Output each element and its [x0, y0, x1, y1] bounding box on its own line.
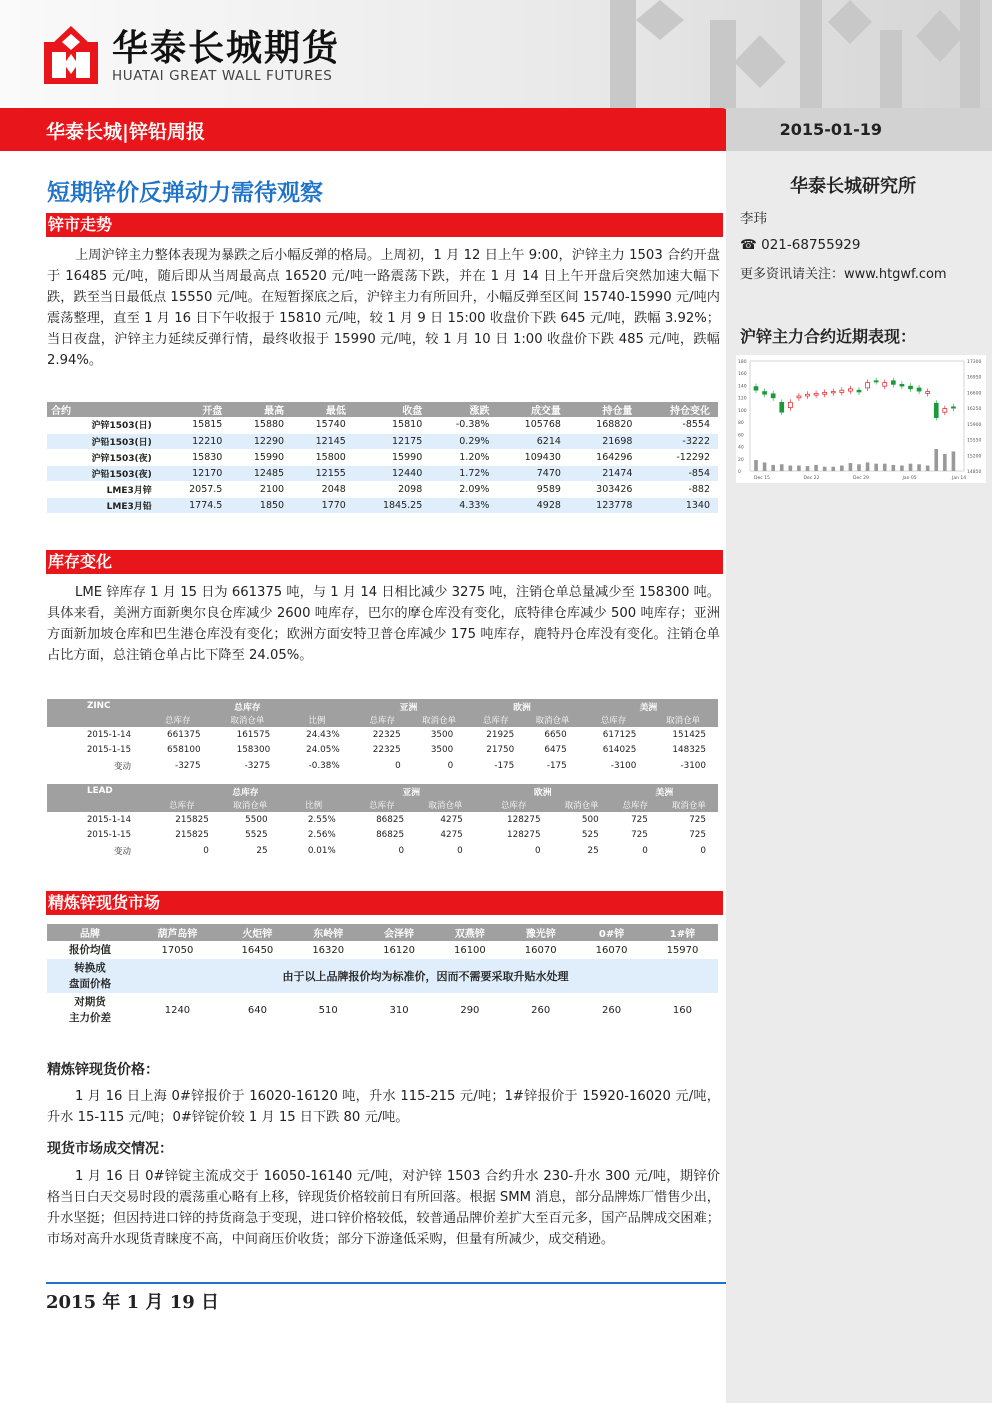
volume-bar	[909, 464, 913, 471]
candle-body	[754, 387, 758, 391]
footer-date: 2015 年 1 月 19 日	[46, 1292, 220, 1313]
group-header: 美洲	[579, 699, 718, 713]
table-cell: 2048	[292, 481, 354, 497]
x-tick: Dec 22	[803, 476, 820, 481]
candle-body	[771, 394, 775, 398]
table-cell: 725	[631, 830, 648, 841]
y-tick-left: 20	[738, 457, 744, 463]
sub-header: 比例	[280, 798, 348, 812]
table-cell: 158300	[236, 745, 271, 756]
sub-header: 总库存	[465, 713, 526, 727]
brand-header: 葫芦岛锌	[133, 924, 222, 941]
premium-cell: 640	[247, 1004, 267, 1016]
table-cell: 0	[457, 845, 463, 856]
table-cell: 725	[689, 830, 706, 841]
volume-bar	[952, 451, 956, 471]
col-header: 成交量	[497, 402, 568, 417]
brand-header: 1#锌	[647, 924, 718, 941]
table-cell: 3500	[430, 729, 454, 740]
candle-body	[797, 396, 801, 398]
premium-cell: 290	[460, 1004, 480, 1016]
table-cell: 148325	[672, 745, 706, 756]
table-cell: 12145	[292, 433, 354, 449]
table-cell: 12440	[354, 465, 430, 481]
volume-bar	[857, 464, 861, 471]
table-cell: 109430	[497, 449, 568, 465]
table-cell: 12485	[230, 465, 292, 481]
table-cell: 151425	[672, 729, 706, 740]
table-cell: 12290	[230, 433, 292, 449]
decorative-pattern	[560, 0, 992, 108]
table-cell: 725	[631, 814, 648, 825]
sub-header: 取消仓单	[526, 713, 578, 727]
col-header: 涨跌	[430, 402, 497, 417]
table-cell: 4275	[440, 830, 463, 841]
price-cell: 16070	[524, 944, 557, 956]
premium-cell: 260	[531, 1004, 551, 1016]
table-row	[47, 449, 718, 465]
brand-name: 华泰长城期货	[112, 28, 341, 69]
table-cell: 15740	[292, 417, 354, 433]
huatai-logo-icon	[42, 24, 100, 86]
table-cell: 0	[642, 845, 648, 856]
table-cell: 沪锌1503(日)	[47, 417, 164, 433]
table-cell: 164296	[569, 449, 640, 465]
table-cell: 725	[689, 814, 706, 825]
table-cell: 105768	[497, 417, 568, 433]
x-tick: Jan 05	[902, 476, 917, 481]
institute-name: 华泰长城研究所	[790, 176, 916, 197]
table-cell: -8554	[640, 417, 718, 433]
inventory-paragraph: LME 锌库存 1 月 15 日为 661375 吨，与 1 月 14 日相比减少 3275 吨，注销仓单总量减少至 158300 吨。具体来看，美洲方面新奥尔良仓库减少 2600 吨库存，巴尔的摩仓库没有变化，底特律仓库减少 500 吨库存；亚洲方面新加坡仓库和巴生港仓库没有变化；欧洲方面安特卫普仓库减少 175 吨库存，鹿特丹仓库没有变化。注销仓单占比方面，总注销仓单占比下降至 24.05%。	[47, 585, 720, 663]
y-tick-left: 120	[738, 396, 747, 402]
y-tick-right: 17300	[967, 360, 982, 365]
y-tick-left: 160	[738, 372, 747, 378]
table-cell: -882	[640, 481, 718, 497]
y-tick-right: 15550	[967, 438, 982, 444]
volume-bar	[934, 449, 938, 471]
table-cell: 2057.5	[164, 481, 231, 497]
table-cell: 6475	[544, 745, 567, 756]
footer-divider	[46, 1282, 726, 1284]
table-cell: 12210	[164, 433, 231, 449]
price-cell: 16320	[312, 944, 345, 956]
candle-body	[780, 402, 784, 412]
sub-header: 总库存	[143, 798, 221, 812]
price-cell: 15970	[666, 944, 699, 956]
table-cell: 沪铅1503(日)	[47, 433, 164, 449]
table-cell: -3275	[175, 760, 201, 771]
table-cell: 21750	[486, 745, 515, 756]
candle-body	[806, 394, 810, 396]
table-row	[47, 743, 718, 759]
price-cell: 16120	[383, 944, 415, 956]
table-cell: 6650	[544, 729, 567, 740]
spot-price-paragraph: 1 月 16 日上海 0#锌报价于 16020-16120 吨，升水 115-215 元/吨；1#锌报价于 15920-16020 元/吨，升水 15-115 元/吨；0#锌锭价较 1 月 15 日下跌 80 元/吨。	[47, 1089, 720, 1125]
premium-cell: 160	[672, 1004, 693, 1016]
candle-body	[874, 381, 878, 382]
zinc-inventory-table	[47, 699, 718, 774]
table-cell: 1.72%	[430, 465, 497, 481]
table-cell: 658100	[167, 745, 201, 756]
spot-price-table	[47, 924, 718, 1027]
candle-body	[840, 390, 844, 392]
table-row	[47, 433, 718, 449]
premium-cell: 1240	[164, 1004, 191, 1016]
table-cell: 0	[535, 845, 541, 856]
y-tick-left: 100	[738, 408, 747, 414]
table-cell: 2100	[230, 481, 292, 497]
y-tick-right: 15900	[967, 422, 982, 428]
table-cell: 0	[447, 760, 454, 771]
table-cell: 22325	[372, 729, 401, 740]
table-cell: 4928	[497, 497, 568, 513]
candle-body	[857, 390, 861, 392]
group-header: 欧洲	[475, 784, 611, 798]
table-cell: 15800	[292, 449, 354, 465]
x-tick: Dec 29	[853, 476, 869, 481]
table-cell: 614025	[602, 745, 637, 756]
table-row	[47, 727, 718, 743]
col-header: 合约	[47, 402, 164, 417]
volume-bar	[763, 462, 767, 471]
candle-body	[883, 383, 887, 387]
date-box	[726, 108, 992, 151]
report-title: 短期锌价反弹动力需待观察	[47, 180, 323, 206]
table-cell: 2015-1-14	[87, 814, 131, 825]
table-row	[47, 812, 718, 828]
brand-header: 东岭锌	[293, 924, 364, 941]
brand-header: 0#锌	[576, 924, 647, 941]
candle-body	[831, 392, 835, 393]
volume-bar	[866, 462, 870, 471]
sub-header: 取消仓单	[553, 798, 611, 812]
table-cell: 161575	[236, 729, 271, 740]
y-tick-left: 60	[738, 433, 744, 439]
volume-bar	[943, 454, 947, 471]
volume-bar	[917, 464, 921, 471]
volume-bar	[883, 464, 887, 471]
conversion-label: 转换成 盘面价格	[68, 962, 111, 990]
premium-cell: 310	[389, 1004, 409, 1016]
contracts-table	[47, 402, 718, 514]
table-cell: -0.38%	[430, 417, 497, 433]
table-cell: 25	[587, 845, 599, 856]
report-date: 2015-01-19	[779, 120, 882, 139]
table-cell: 661375	[167, 729, 201, 740]
volume-bar	[771, 465, 775, 471]
table-cell: 变动	[113, 761, 131, 772]
table-cell: 沪铅1503(夜)	[47, 465, 164, 481]
volume-bar	[840, 466, 844, 472]
table-cell: 24.05%	[306, 745, 340, 756]
table-cell: 2015-1-14	[87, 729, 131, 740]
sub-header: 取消仓单	[660, 798, 718, 812]
table-cell: 303426	[569, 481, 640, 497]
table-cell: 15880	[230, 417, 292, 433]
table-cell: 617125	[602, 729, 637, 740]
candle-body	[848, 389, 852, 391]
table-cell: 128275	[507, 830, 541, 841]
report-name: 华泰长城|锌铅周报	[46, 121, 205, 143]
group-header: 亚洲	[352, 699, 466, 713]
table-cell: 525	[581, 830, 599, 841]
table-cell: 变动	[113, 846, 131, 857]
metal-label: ZINC	[47, 699, 143, 713]
table-cell: 1774.5	[164, 497, 231, 513]
y-tick-right: 16600	[967, 391, 982, 397]
table-cell: 12175	[354, 433, 430, 449]
table-cell: 1850	[230, 497, 292, 513]
table-cell: -12292	[640, 449, 718, 465]
brand-name-en: HUATAI GREAT WALL FUTURES	[112, 68, 333, 84]
candle-body	[943, 409, 947, 413]
table-cell: 1340	[640, 497, 718, 513]
table-cell: -175	[494, 760, 515, 771]
analyst-phone	[740, 237, 860, 253]
table-cell: 168820	[569, 417, 640, 433]
sub-header: 总库存	[475, 798, 553, 812]
lead-inventory-table	[47, 784, 718, 859]
volume-bar	[789, 466, 793, 472]
table-cell: -3222	[640, 433, 718, 449]
table-cell: -175	[546, 760, 567, 771]
y-tick-right: 16250	[967, 407, 982, 413]
chart-title: 沪锌主力合约近期表现：	[740, 327, 917, 346]
candle-body	[926, 392, 930, 394]
candle-body	[934, 403, 938, 417]
sub-header: 总库存	[352, 713, 413, 727]
table-cell: 25	[256, 845, 268, 856]
table-cell: 86825	[376, 830, 405, 841]
table-cell: 1845.25	[354, 497, 430, 513]
table-cell: 0	[395, 760, 401, 771]
volume-bar	[806, 466, 810, 471]
volume-bar	[823, 467, 827, 471]
table-cell: 12155	[292, 465, 354, 481]
premium-cell: 510	[318, 1004, 338, 1016]
candle-body	[866, 383, 870, 388]
table-cell: LME3月铅	[47, 497, 164, 513]
plot-frame	[750, 361, 964, 471]
group-header: 欧洲	[465, 699, 579, 713]
table-cell: -3100	[610, 760, 637, 771]
table-cell: 21474	[569, 465, 640, 481]
sub-header: 取消仓单	[213, 713, 283, 727]
table-cell: 5500	[245, 814, 268, 825]
table-row	[47, 417, 718, 433]
sub-header: 总库存	[579, 713, 649, 727]
price-cell: 16100	[453, 944, 486, 956]
premium-label: 对期货 主力价差	[68, 996, 111, 1024]
volume-bar	[797, 466, 801, 472]
y-tick-left: 40	[738, 445, 744, 451]
brand-header: 豫光锌	[505, 924, 576, 941]
table-cell: 1770	[292, 497, 354, 513]
candle-body	[823, 392, 827, 394]
table-cell: 24.43%	[306, 729, 340, 740]
table-cell: 128275	[507, 814, 541, 825]
table-cell: 86825	[376, 814, 405, 825]
table-row	[47, 481, 718, 497]
volume-bar	[900, 466, 904, 472]
brand-header: 火炬锌	[222, 924, 293, 941]
table-cell: -854	[640, 465, 718, 481]
sub-header: 取消仓单	[413, 713, 465, 727]
table-cell: 12170	[164, 465, 231, 481]
y-tick-left: 180	[738, 360, 747, 365]
premium-cell: 260	[601, 1004, 622, 1016]
table-cell: 15810	[354, 417, 430, 433]
table-cell: 2.56%	[307, 830, 336, 841]
table-cell: 0	[203, 845, 209, 856]
spot-trade-paragraph: 1 月 16 日 0#锌锭主流成交于 16050-16140 元/吨，对沪锌 1503 合约升水 230-升水 300 元/吨，期锌价格当日白天交易时段的震荡重心略有上移，锌现货价格较前日有所回落。根据 SMM 消息，部分品牌炼厂惜售少出，升水坚挺；但因持进口锌的持货商急于变现，进口锌价格较低，较普通品牌价差扩大至百元多，国产品牌成交困难；市场对高升水现货青睐度不高，中间商压价收货；部分下游逢低采购，但量有所减少，成交稍逊。	[47, 1169, 720, 1247]
sub-header: 取消仓单	[221, 798, 280, 812]
group-header: 亚洲	[348, 784, 475, 798]
volume-bar	[754, 460, 758, 471]
col-header: 收盘	[354, 402, 430, 417]
table-cell: 7470	[497, 465, 568, 481]
y-tick-right: 16950	[967, 375, 982, 381]
candle-body	[917, 388, 921, 391]
table-cell: 2.55%	[307, 814, 336, 825]
candle-body	[891, 381, 895, 385]
table-cell: 500	[581, 814, 599, 825]
volume-bar	[814, 465, 818, 471]
report-header	[0, 0, 992, 108]
section-market: 锌市走势	[46, 213, 723, 237]
sub-header: 取消仓单	[416, 798, 475, 812]
telephone-icon: ☎	[740, 237, 757, 253]
table-cell: 5525	[245, 830, 268, 841]
x-tick: Dec 15	[754, 476, 770, 481]
volume-bar	[780, 464, 784, 471]
candle-body	[951, 407, 955, 408]
volume-bar	[874, 464, 878, 471]
y-tick-left: 80	[738, 421, 744, 427]
website-note[interactable]: 更多资讯请关注：www.htgwf.com	[740, 267, 947, 282]
col-header: 最低	[292, 402, 354, 417]
table-cell: 4275	[440, 814, 463, 825]
table-cell: 2098	[354, 481, 430, 497]
table-cell: 2015-1-15	[87, 830, 131, 841]
price-cell: 17050	[161, 944, 194, 956]
brand-header: 会泽锌	[364, 924, 435, 941]
table-cell: 0.01%	[307, 845, 336, 856]
table-cell: 15990	[354, 449, 430, 465]
candle-body	[788, 402, 792, 407]
col-header: 持仓量	[569, 402, 640, 417]
table-cell: 2.09%	[430, 481, 497, 497]
col-header: 最高	[230, 402, 292, 417]
col-header: 持仓变化	[640, 402, 718, 417]
col-header: 开盘	[164, 402, 231, 417]
table-cell: 15815	[164, 417, 231, 433]
market-paragraph: 上周沪锌主力整体表现为暴跌之后小幅反弹的格局。上周初，1 月 12 日上午 9:00，沪锌主力 1503 合约开盘于 16485 元/吨，随后即从当周最高点 16520 元/吨一路震荡下跌，并在 1 月 14 日上午开盘后突然加速大幅下跌，跌至当日最低点 15550 元/吨。在短暂探底之后，沪锌主力有所回升，小幅反弹至区间 15740-15990 元/吨内震荡整理，直至 1 月 16 日下午收报于 15810 元/吨，较 1 月 9 日 15:00 收盘价下跌 645 元/吨，跌幅 3.92%；当日夜盘，沪锌主力延续反弹行情，最终收报于 15990 元/吨，较 1 月 10 日 1:00 收盘价下跌 485 元/吨，跌幅 2.94%。	[47, 248, 720, 368]
table-cell: 1.20%	[430, 449, 497, 465]
volume-bar	[849, 463, 853, 471]
table-cell: 3500	[430, 745, 454, 756]
table-cell: LME3月锌	[47, 481, 164, 497]
group-header: 美洲	[611, 784, 718, 798]
table-cell: 2015-1-15	[87, 745, 131, 756]
brand-header: 品牌	[47, 924, 133, 941]
sub-header: 比例	[282, 713, 352, 727]
table-cell: 22325	[372, 745, 401, 756]
table-cell: 123778	[569, 497, 640, 513]
analyst-name: 李玮	[740, 211, 767, 227]
table-cell: 21925	[486, 729, 515, 740]
table-row	[47, 843, 718, 859]
candle-body	[763, 392, 767, 395]
table-cell: 0	[398, 845, 405, 856]
phone-number: 021-68755929	[761, 237, 861, 253]
volume-bar	[926, 466, 930, 472]
table-cell: -0.38%	[308, 760, 340, 771]
price-cell: 16070	[595, 944, 628, 956]
table-cell: 15990	[230, 449, 292, 465]
y-tick-left: 0	[738, 470, 741, 475]
sub-header: 取消仓单	[648, 713, 718, 727]
table-cell: 215825	[175, 830, 209, 841]
table-row	[47, 758, 718, 774]
section-inventory: 库存变化	[46, 550, 723, 574]
table-cell: 0.29%	[430, 433, 497, 449]
table-cell: 215825	[175, 814, 209, 825]
metal-label: LEAD	[47, 784, 143, 798]
spot-price-subtitle: 精炼锌现货价格：	[47, 1062, 159, 1078]
y-tick-left: 140	[738, 384, 747, 390]
price-cell: 16450	[241, 944, 274, 956]
brand-header: 双燕锌	[434, 924, 505, 941]
table-cell: -3275	[244, 760, 271, 771]
sub-header: 总库存	[348, 798, 416, 812]
candle-body	[909, 386, 913, 389]
sub-header: 总库存	[143, 713, 213, 727]
price-chart	[736, 355, 986, 483]
group-header: 总库存	[143, 784, 348, 798]
volume-bar	[831, 467, 835, 471]
candle-body	[814, 393, 818, 395]
table-cell: -3100	[680, 760, 706, 771]
table-row	[47, 497, 718, 513]
table-row	[47, 465, 718, 481]
group-header: 总库存	[143, 699, 352, 713]
price-label: 报价均值	[68, 944, 111, 956]
table-cell: 6214	[497, 433, 568, 449]
report-banner	[0, 108, 742, 151]
candle-body	[900, 384, 904, 386]
table-row	[47, 828, 718, 844]
x-tick: Jan 14	[952, 476, 967, 481]
y-tick-right: 14850	[967, 470, 982, 475]
table-cell: 0	[700, 845, 706, 856]
table-cell: 4.33%	[430, 497, 497, 513]
section-spot: 精炼锌现货市场	[46, 891, 723, 915]
conversion-note: 由于以上品牌报价均为标准价，因而不需要采取升贴水处理	[282, 970, 569, 983]
sub-header: 总库存	[611, 798, 660, 812]
table-cell: 9589	[497, 481, 568, 497]
y-tick-right: 15200	[967, 454, 982, 460]
table-cell: 沪锌1503(夜)	[47, 449, 164, 465]
table-cell: 15830	[164, 449, 231, 465]
spot-trade-subtitle: 现货市场成交情况：	[47, 1141, 173, 1157]
table-cell: 21698	[569, 433, 640, 449]
volume-bar	[892, 465, 896, 471]
